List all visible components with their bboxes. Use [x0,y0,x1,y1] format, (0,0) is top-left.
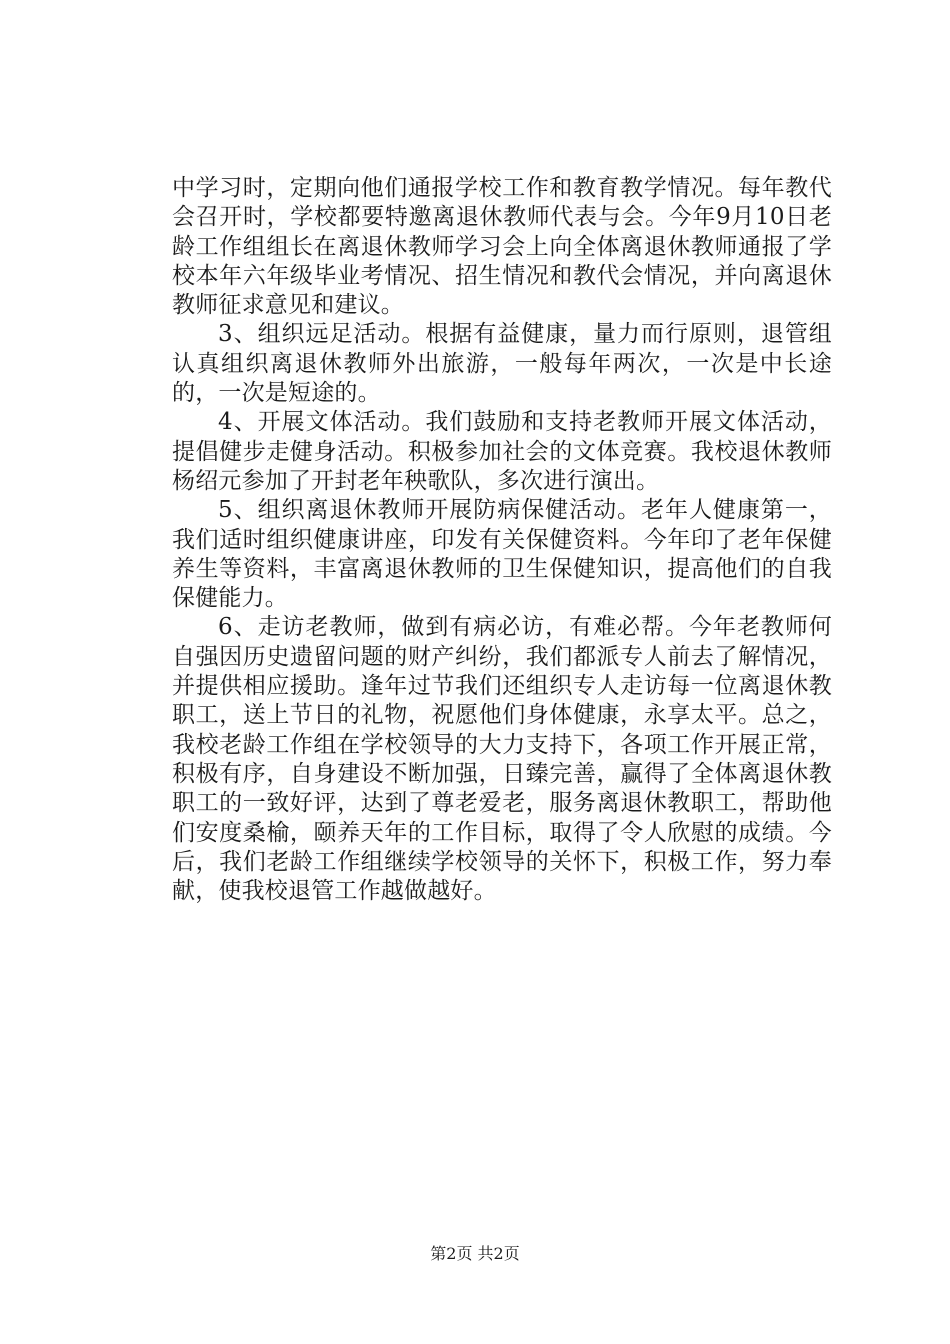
paragraph-item-3: 3、组织远足活动。根据有益健康，量力而行原则，退管组认真组织离退休教师外出旅游，一般每年两次，一次是中长途的，一次是短途的。 [172,321,832,407]
document-body [172,174,832,906]
paragraph-item-6: 6、走访老教师，做到有病必访，有难必帮。今年老教师何自强因历史遗留问题的财产纠纷，我们都派专人前去了解情况，并提供相应援助。逢年过节我们还组织专人走访每一位离退休教职工，送上节日的礼物，祝愿他们身体健康，永享太平。总之，我校老龄工作组在学校领导的大力支持下，各项工作开展正常，积极有序，自身建设不断加强，日臻完善，赢得了全体离退休教职工的一致好评，达到了尊老爱老，服务离退休教职工，帮助他们安度桑榆，颐养天年的工作目标，取得了令人欣慰的成绩。今后，我们老龄工作组继续学校领导的关怀下，积极工作，努力奉献，使我校退管工作越做越好。 [172,614,832,905]
paragraph-continuation: 中学习时，定期向他们通报学校工作和教育教学情况。每年教代会召开时，学校都要特邀离退休教师代表与会。今年9月10日老龄工作组组长在离退休教师学习会上向全体离退休教师通报了学校本年六年级毕业考情况、招生情况和教代会情况，并向离退休教师征求意见和建议。 [172,175,832,319]
paragraph-item-5: 5、组织离退休教师开展防病保健活动。老年人健康第一，我们适时组织健康讲座，印发有关保健资料。今年印了老年保健养生等资料，丰富离退休教师的卫生保健知识，提高他们的自我保健能力。 [172,497,832,612]
paragraph-item-4: 4、开展文体活动。我们鼓励和支持老教师开展文体活动，提倡健步走健身活动。积极参加社会的文体竞赛。我校退休教师杨绍元参加了开封老年秧歌队，多次进行演出。 [172,409,832,494]
page-footer: 第2页 共2页 [430,1244,520,1263]
